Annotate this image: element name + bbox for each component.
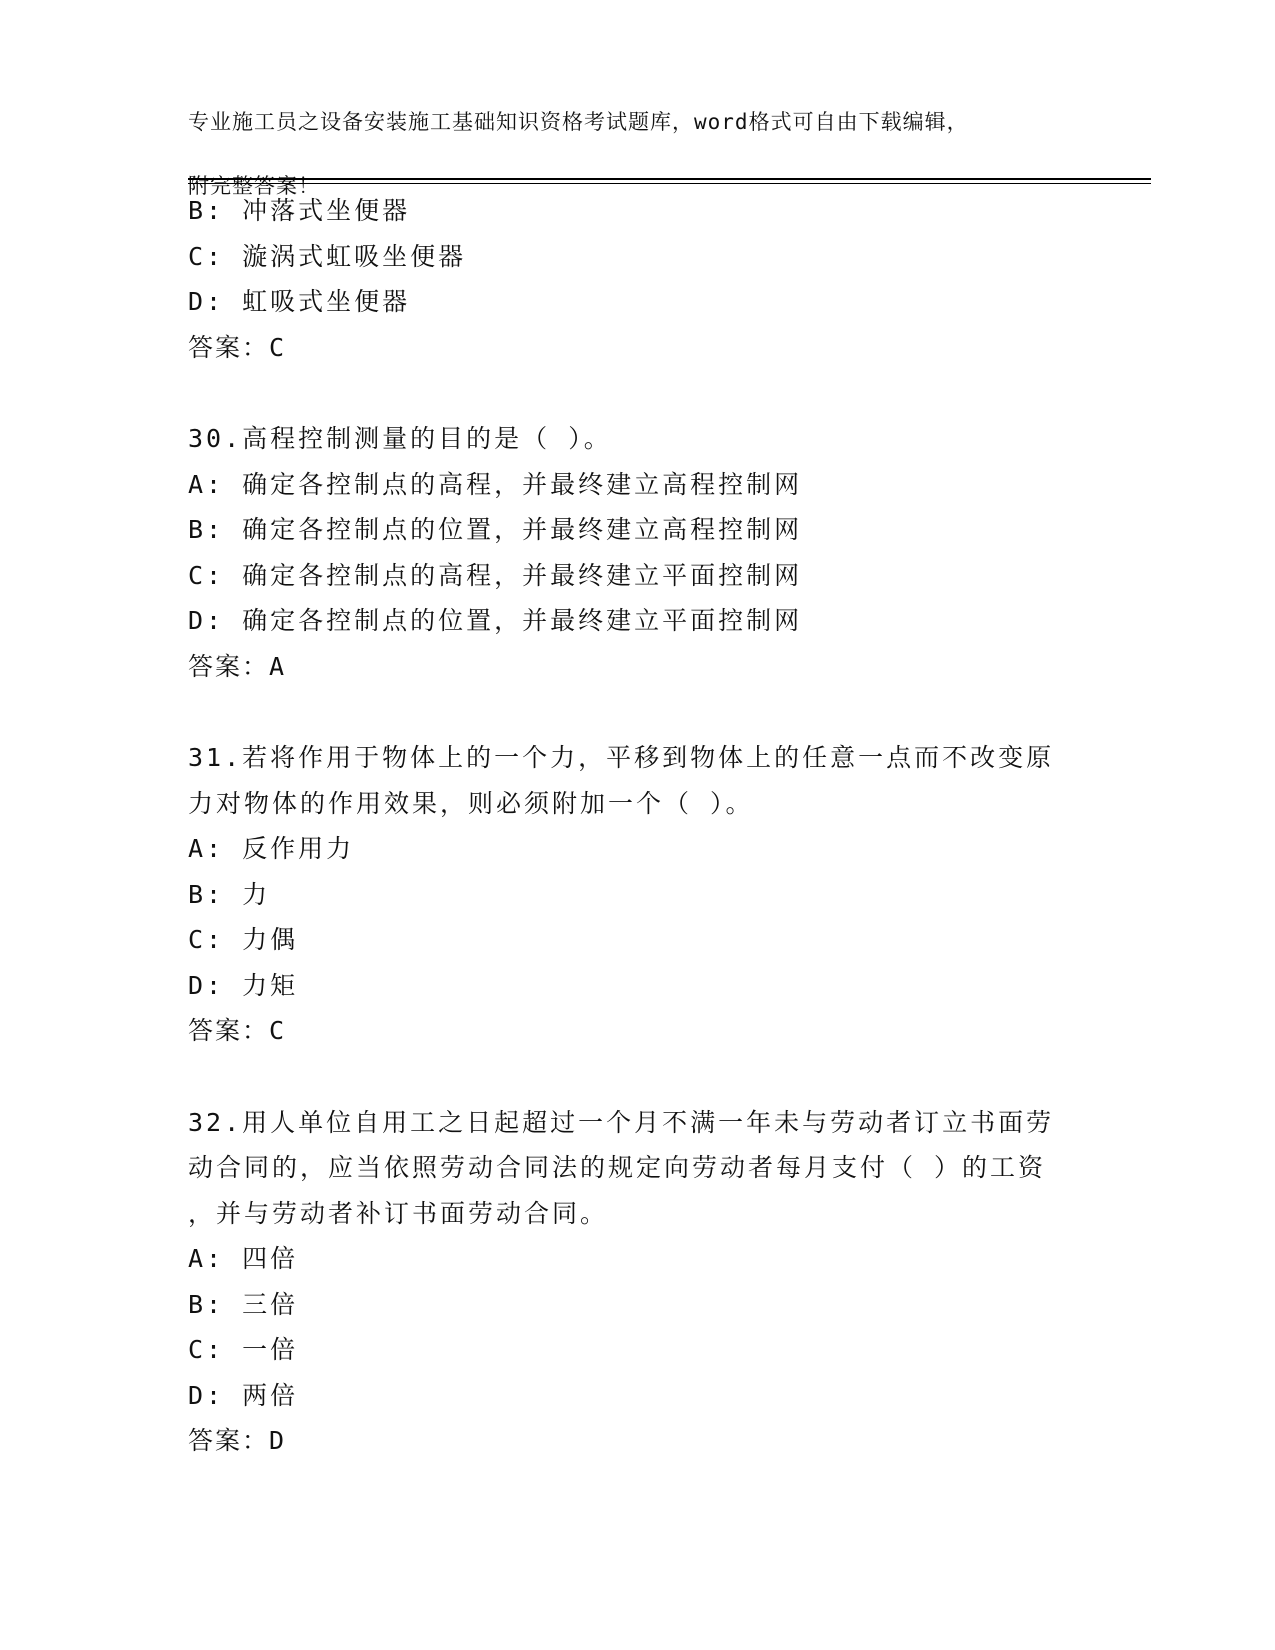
option-a: A: 反作用力 [188,834,355,863]
question-stem-line-2: 力对物体的作用效果，则必须附加一个（ ）。 [188,788,754,818]
answer-line: 答案：A [188,651,287,681]
option-b: B: 三倍 [188,1289,299,1319]
option-d: D: 确定各控制点的位置，并最终建立平面控制网 [188,606,803,635]
option-c: C: 漩涡式虹吸坐便器 [188,241,467,271]
option-a: A: 确定各控制点的高程，并最终建立高程控制网 [188,469,803,499]
option-c: C: 确定各控制点的高程，并最终建立平面控制网 [188,560,803,590]
question-list [188,188,1068,1464]
question-30 [188,416,1068,689]
question-continued [188,188,1068,370]
option-d: D: 虹吸式坐便器 [188,287,411,316]
question-stem: 30.高程控制测量的目的是（ ）。 [188,424,612,453]
option-d: D: 力矩 [188,970,299,1000]
option-b: B: 冲落式坐便器 [188,196,411,225]
question-stem-line-1: 31.若将作用于物体上的一个力，平移到物体上的任意一点而不改变原 [188,743,1055,772]
question-stem-line-3: ，并与劳动者补订书面劳动合同。 [188,1198,609,1228]
question-stem-line-1: 32.用人单位自用工之日起超过一个月不满一年未与劳动者订立书面劳 [188,1107,1055,1137]
option-b: B: 确定各控制点的位置，并最终建立高程控制网 [188,515,803,544]
question-32 [188,1100,1068,1464]
answer-line: 答案：C [188,332,287,362]
header-divider-thin [188,183,1151,184]
question-31 [188,735,1068,1054]
question-stem-line-2: 动合同的，应当依照劳动合同法的规定向劳动者每月支付（ ）的工资 [188,1153,1047,1182]
option-d: D: 两倍 [188,1380,299,1410]
header-line-1: 专业施工员之设备安装施工基础知识资格考试题库，word格式可自由下载编辑， [188,110,969,134]
answer-line: 答案：C [188,1016,287,1045]
header-divider-thick [188,178,1151,180]
option-b: B: 力 [188,879,271,909]
option-c: C: 力偶 [188,925,299,954]
option-a: A: 四倍 [188,1244,299,1273]
answer-line: 答案：D [188,1426,287,1455]
option-c: C: 一倍 [188,1335,299,1364]
header-line-2: 附完整答案！ [188,174,320,198]
